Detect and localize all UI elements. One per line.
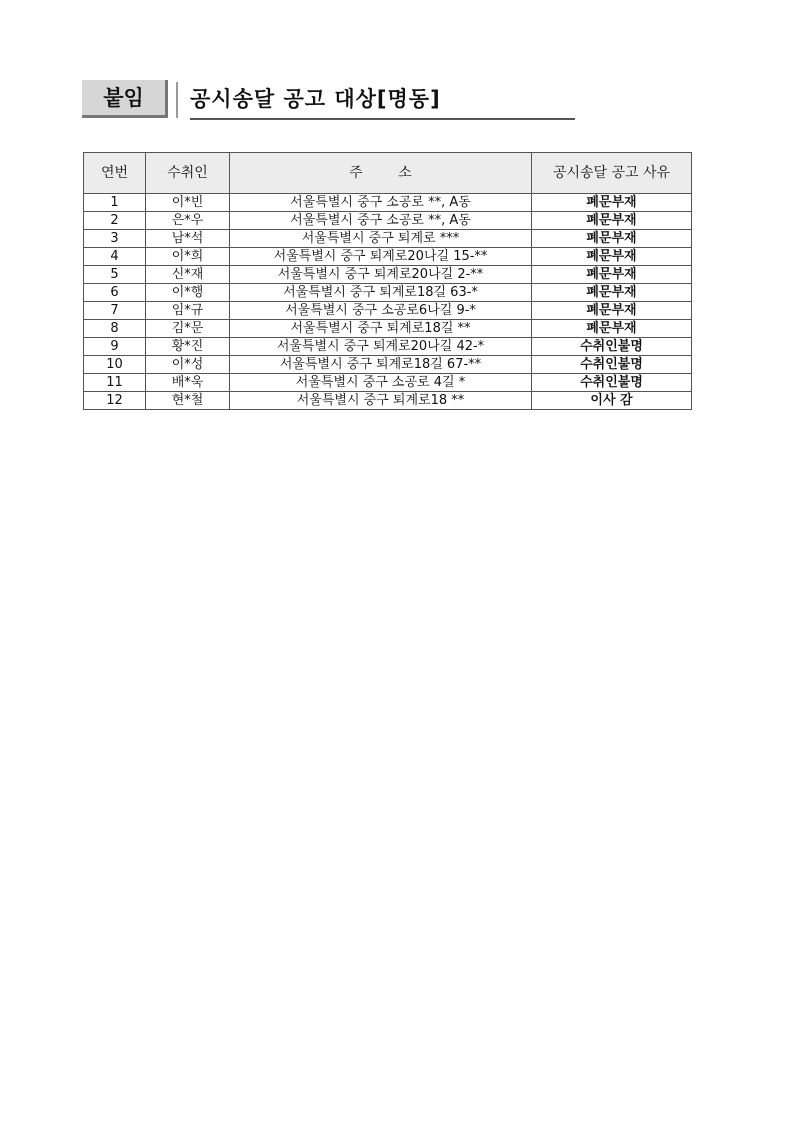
cell-address: 서울특별시 중구 퇴계로18길 63-* (230, 284, 532, 302)
cell-recipient: 배*욱 (146, 374, 230, 392)
cell-recipient: 은*우 (146, 212, 230, 230)
column-header-recipient: 수취인 (146, 153, 230, 194)
cell-recipient: 이*행 (146, 284, 230, 302)
cell-recipient: 남*석 (146, 230, 230, 248)
cell-reason: 폐문부재 (532, 248, 692, 266)
document-header (82, 80, 582, 124)
cell-no: 4 (84, 248, 146, 266)
cell-reason: 폐문부재 (532, 302, 692, 320)
cell-reason: 수취인불명 (532, 374, 692, 392)
cell-address: 서울특별시 중구 퇴계로20나길 15-** (230, 248, 532, 266)
cell-address: 서울특별시 중구 퇴계로20나길 42-* (230, 338, 532, 356)
table-row (84, 302, 692, 320)
cell-address: 서울특별시 중구 소공로 **, A동 (230, 212, 532, 230)
cell-no: 8 (84, 320, 146, 338)
table-body (84, 194, 692, 410)
attachment-badge: 붙임 (82, 80, 168, 118)
cell-reason: 수취인불명 (532, 338, 692, 356)
cell-no: 7 (84, 302, 146, 320)
table-row (84, 392, 692, 410)
table-row (84, 374, 692, 392)
cell-reason: 폐문부재 (532, 284, 692, 302)
cell-no: 1 (84, 194, 146, 212)
table-row (84, 248, 692, 266)
cell-reason: 폐문부재 (532, 230, 692, 248)
cell-address: 서울특별시 중구 소공로 **, A동 (230, 194, 532, 212)
cell-no: 5 (84, 266, 146, 284)
table-header-row (84, 153, 692, 194)
cell-address: 서울특별시 중구 퇴계로 *** (230, 230, 532, 248)
cell-reason: 수취인불명 (532, 356, 692, 374)
cell-address: 서울특별시 중구 퇴계로20나길 2-** (230, 266, 532, 284)
cell-no: 10 (84, 356, 146, 374)
cell-address: 서울특별시 중구 퇴계로18 ** (230, 392, 532, 410)
column-header-reason: 공시송달 공고 사유 (532, 153, 692, 194)
cell-recipient: 신*재 (146, 266, 230, 284)
cell-no: 6 (84, 284, 146, 302)
column-header-address: 주 소 (230, 153, 532, 194)
table-row (84, 338, 692, 356)
title-underline (190, 118, 575, 120)
table-row (84, 320, 692, 338)
cell-reason: 이사 감 (532, 392, 692, 410)
cell-address: 서울특별시 중구 퇴계로18길 67-** (230, 356, 532, 374)
cell-address: 서울특별시 중구 소공로 4길 * (230, 374, 532, 392)
cell-reason: 폐문부재 (532, 212, 692, 230)
cell-no: 2 (84, 212, 146, 230)
header-divider (176, 82, 178, 118)
table-row (84, 212, 692, 230)
page-title: 공시송달 공고 대상[명동] (190, 87, 441, 111)
recipient-table (83, 152, 692, 410)
table-row (84, 284, 692, 302)
cell-no: 9 (84, 338, 146, 356)
cell-recipient: 황*진 (146, 338, 230, 356)
cell-recipient: 현*철 (146, 392, 230, 410)
cell-recipient: 이*희 (146, 248, 230, 266)
column-header-no: 연번 (84, 153, 146, 194)
cell-reason: 폐문부재 (532, 194, 692, 212)
table-row (84, 356, 692, 374)
cell-recipient: 이*성 (146, 356, 230, 374)
cell-no: 12 (84, 392, 146, 410)
cell-address: 서울특별시 중구 소공로6나길 9-* (230, 302, 532, 320)
cell-no: 11 (84, 374, 146, 392)
cell-recipient: 임*규 (146, 302, 230, 320)
cell-reason: 폐문부재 (532, 266, 692, 284)
cell-address: 서울특별시 중구 퇴계로18길 ** (230, 320, 532, 338)
table-row (84, 266, 692, 284)
cell-no: 3 (84, 230, 146, 248)
table-row (84, 230, 692, 248)
cell-recipient: 김*문 (146, 320, 230, 338)
table-row (84, 194, 692, 212)
cell-reason: 폐문부재 (532, 320, 692, 338)
cell-recipient: 이*빈 (146, 194, 230, 212)
